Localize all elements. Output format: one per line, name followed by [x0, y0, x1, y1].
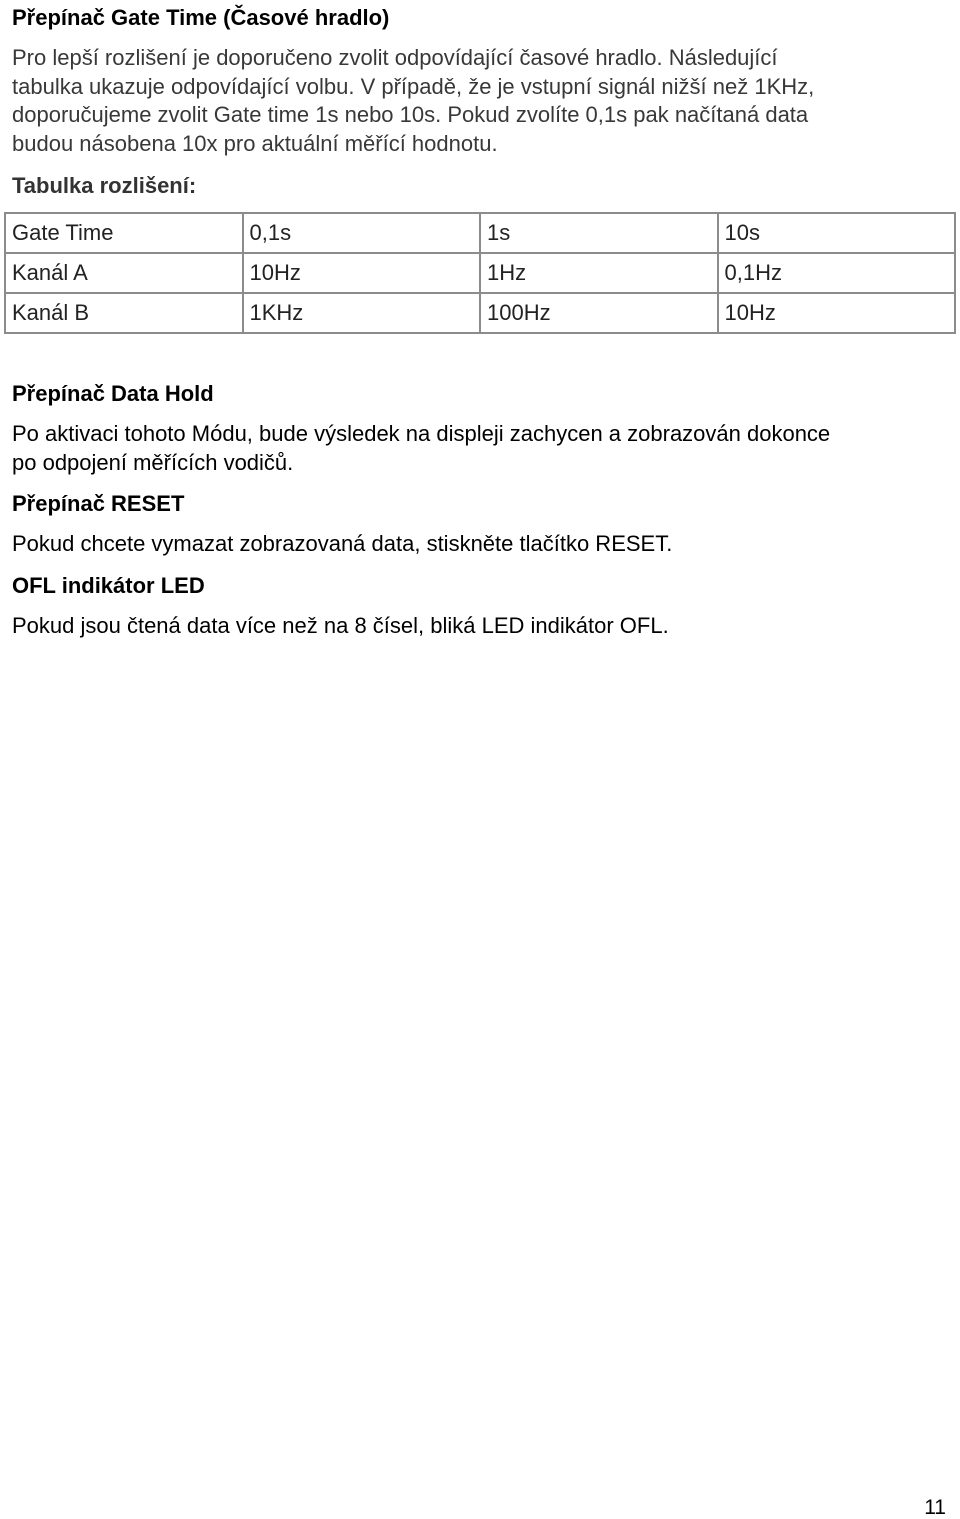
gate-time-paragraph-line: budou násobena 10x pro aktuální měřící hodnotu. [12, 130, 498, 156]
gate-time-paragraph-line: doporučujeme zvolit Gate time 1s nebo 10s. Pokud zvolíte 0,1s pak načítaná data [12, 102, 809, 127]
table-cell: 100Hz [480, 293, 718, 333]
table-cell: 10Hz [718, 293, 956, 333]
gate-time-heading: Přepínač Gate Time (Časové hradlo) [12, 5, 390, 30]
table-cell: Kanál A [5, 253, 243, 293]
gate-time-paragraph-line: tabulka ukazuje odpovídající volbu. V případě, že je vstupní signál nižší než 1KHz, [12, 73, 815, 99]
reset-heading: Přepínač RESET [12, 491, 185, 516]
table-cell: 10s [718, 213, 956, 253]
ofl-paragraph-line: Pokud jsou čtená data více než na 8 čísel, bliká LED indikátor OFL. [12, 613, 669, 638]
table-row [5, 213, 955, 253]
table-cell: 1KHz [243, 293, 481, 333]
ofl-heading: OFL indikátor LED [12, 573, 205, 598]
table-cell: Gate Time [5, 213, 243, 253]
table-row [5, 253, 955, 293]
data-hold-paragraph-line: po odpojení měřících vodičů. [12, 449, 294, 475]
table-cell: Kanál B [5, 293, 243, 333]
table-cell: 1s [480, 213, 718, 253]
reset-paragraph-line: Pokud chcete vymazat zobrazovaná data, stiskněte tlačítko RESET. [12, 531, 673, 556]
data-hold-paragraph-line: Po aktivaci tohoto Módu, bude výsledek na displeji zachycen a zobrazován dokonce [12, 421, 831, 446]
reset-paragraph [12, 530, 948, 559]
table-cell: 1Hz [480, 253, 718, 293]
resolution-table [4, 212, 956, 334]
data-hold-paragraph [12, 420, 948, 477]
gate-time-paragraph-line: Pro lepší rozlišení je doporučeno zvolit odpovídající časové hradlo. Následující [12, 45, 778, 70]
table-row [5, 293, 955, 333]
table-cell: 0,1s [243, 213, 481, 253]
table-caption: Tabulka rozlišení: [12, 173, 197, 198]
table-cell: 10Hz [243, 253, 481, 293]
ofl-paragraph [12, 612, 948, 641]
data-hold-heading: Přepínač Data Hold [12, 381, 214, 406]
page-number: 11 [924, 1496, 946, 1519]
table-cell: 0,1Hz [718, 253, 956, 293]
gate-time-paragraph [12, 44, 948, 158]
